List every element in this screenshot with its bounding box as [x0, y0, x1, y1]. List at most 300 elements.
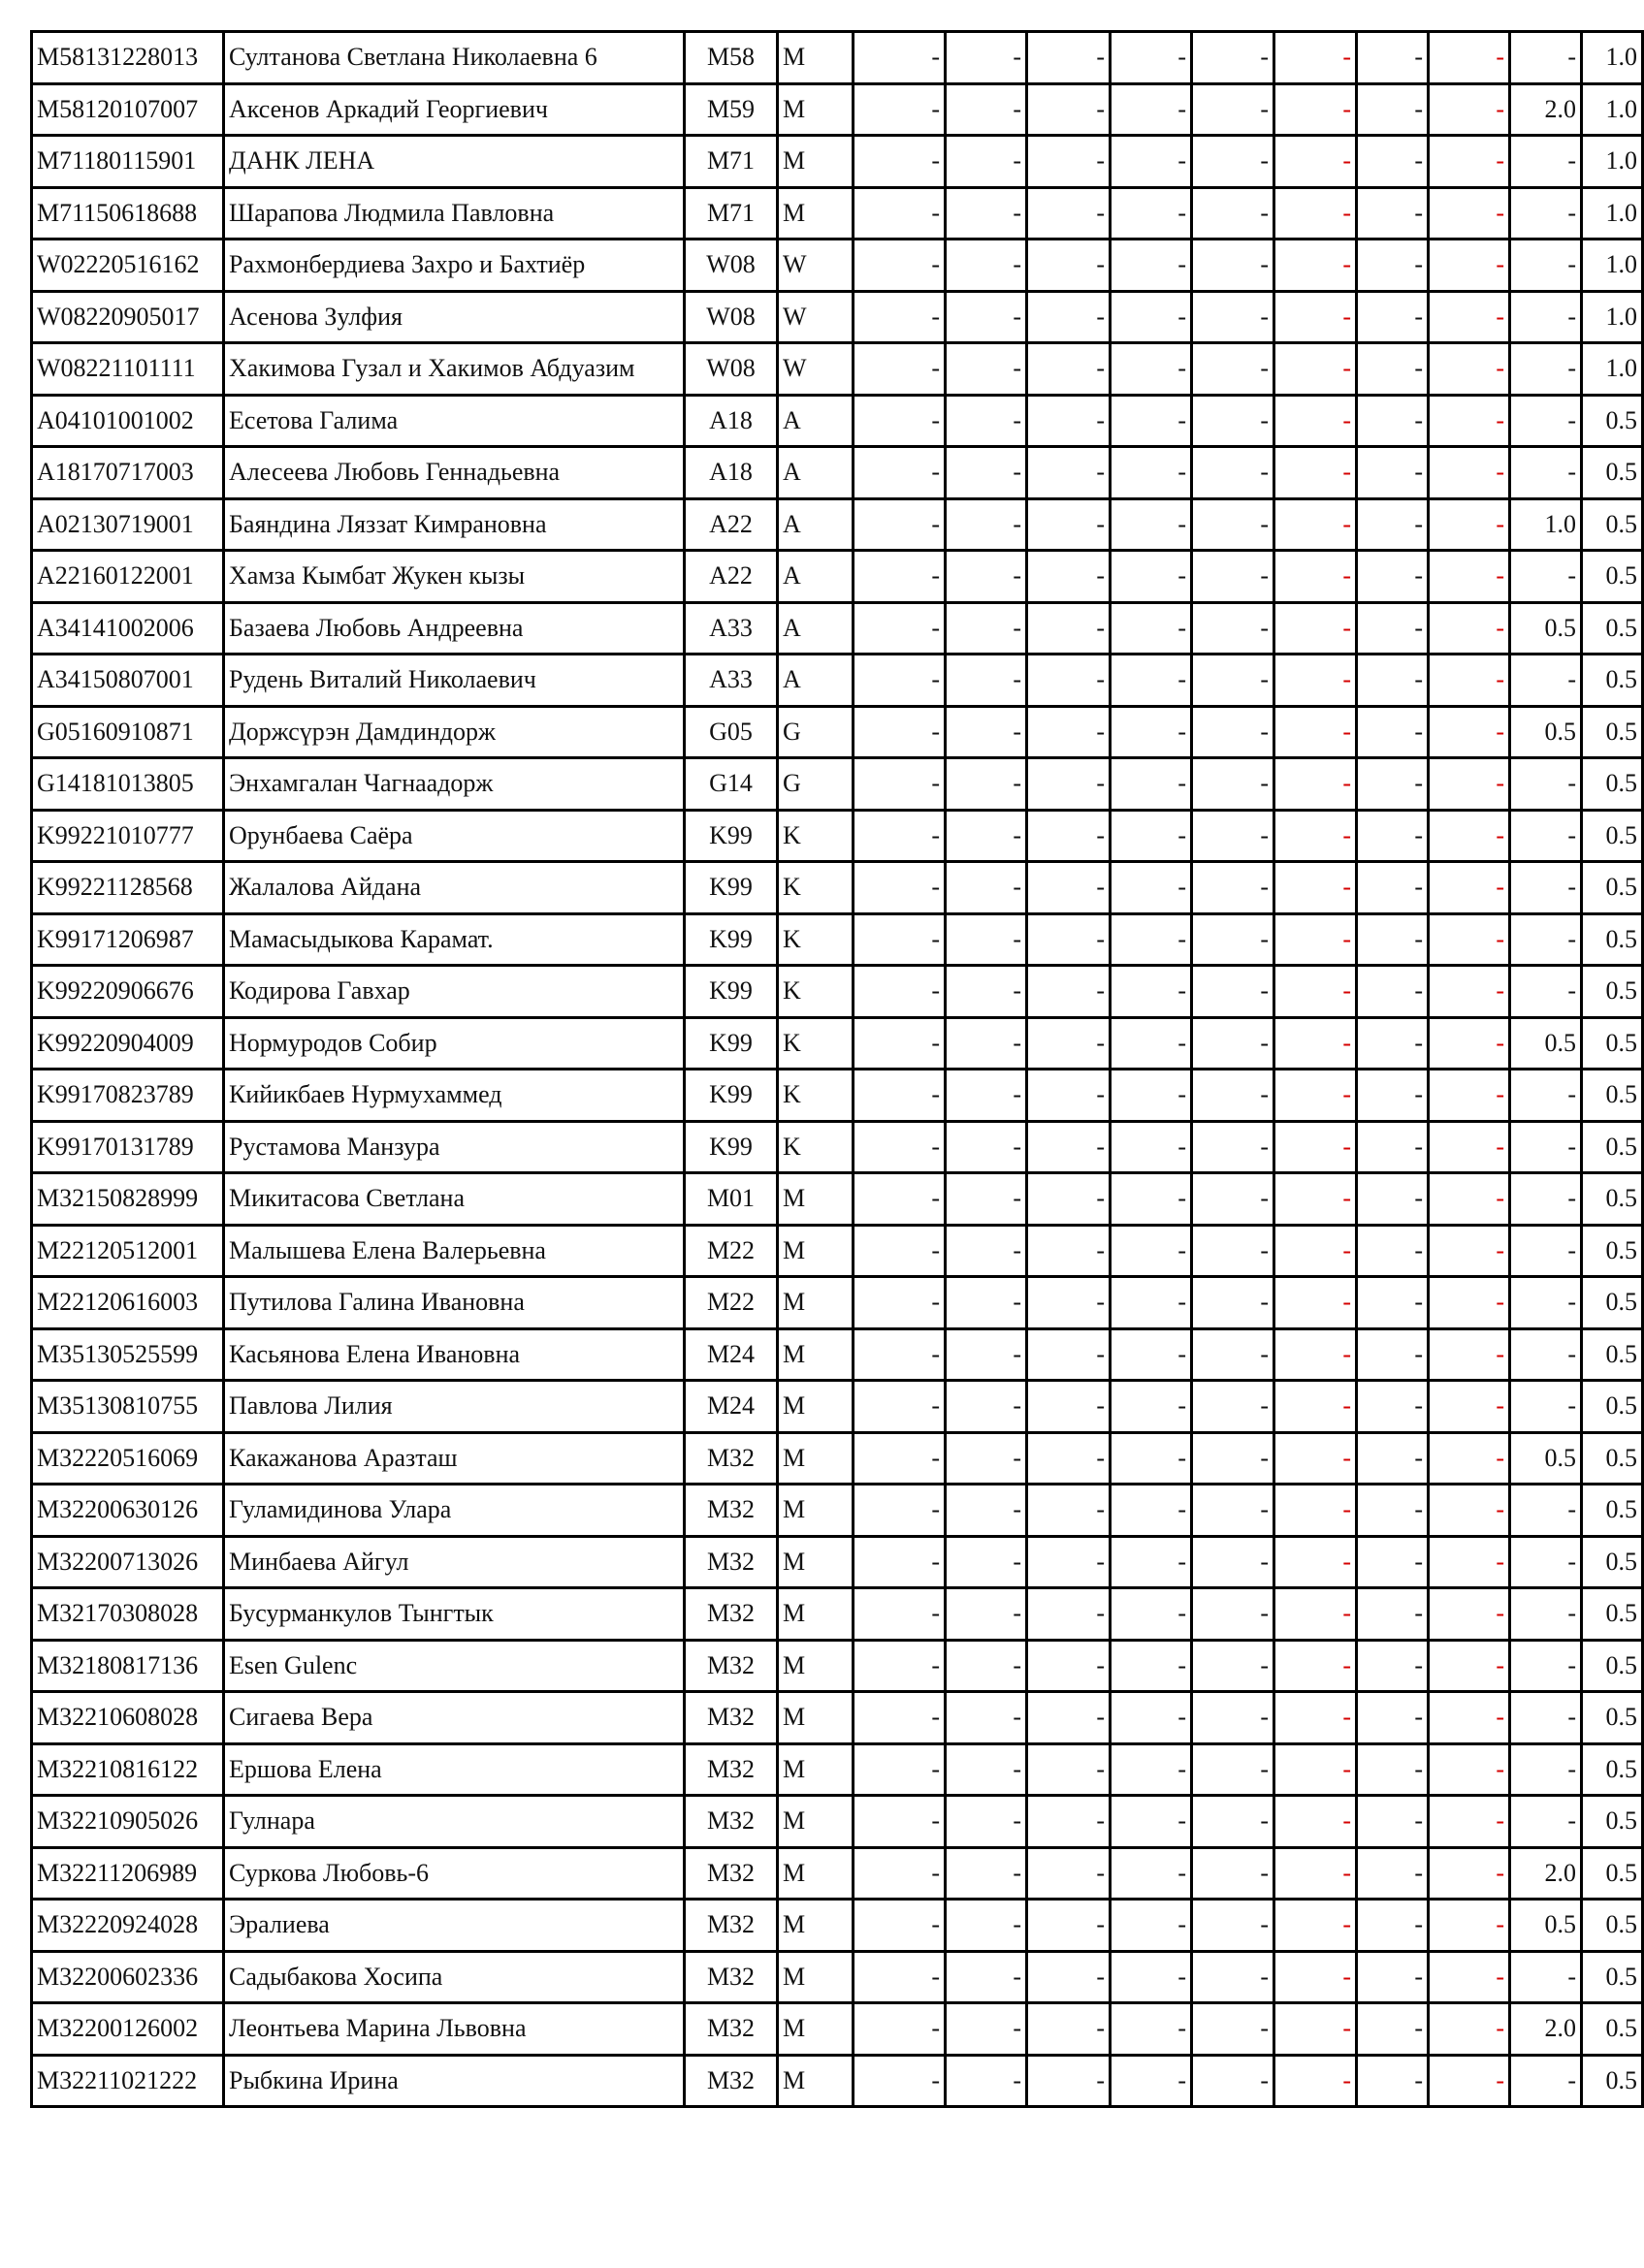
- club-code-cell: M32: [685, 2055, 778, 2107]
- group-cell: M: [778, 136, 854, 188]
- value1-cell: -: [1510, 1225, 1582, 1277]
- dash-cell: -: [1357, 706, 1429, 758]
- dash-cell: -: [1429, 862, 1510, 914]
- dash-cell: -: [1274, 1588, 1357, 1641]
- member-id-cell: K99221010777: [32, 810, 224, 862]
- member-id-cell: K99171206987: [32, 913, 224, 966]
- dash-cell: -: [1192, 1743, 1274, 1796]
- dash-cell: -: [1274, 758, 1357, 811]
- dash-cell: -: [1429, 1070, 1510, 1122]
- dash-cell: -: [1274, 32, 1357, 84]
- dash-cell: -: [946, 1070, 1027, 1122]
- member-name-cell: Касьянова Елена Ивановна: [224, 1328, 685, 1381]
- dash-cell: -: [854, 1743, 946, 1796]
- dash-cell: -: [1192, 810, 1274, 862]
- dash-cell: -: [854, 1121, 946, 1173]
- member-name-cell: Хамза Кымбат Жукен кызы: [224, 551, 685, 603]
- member-id-cell: M35130525599: [32, 1328, 224, 1381]
- dash-cell: -: [854, 1588, 946, 1641]
- value2-cell: 0.5: [1582, 1121, 1643, 1173]
- dash-cell: -: [1192, 1381, 1274, 1433]
- member-name-cell: Доржсүрэн Дамдиндорж: [224, 706, 685, 758]
- dash-cell: -: [854, 1070, 946, 1122]
- member-name-cell: Рахмонбердиева Захро и Бахтиёр: [224, 240, 685, 292]
- club-code-cell: M22: [685, 1277, 778, 1329]
- table-row: [32, 343, 1643, 396]
- value1-cell: -: [1510, 551, 1582, 603]
- dash-cell: -: [1192, 1017, 1274, 1070]
- dash-cell: -: [946, 1640, 1027, 1692]
- dash-cell: -: [854, 1796, 946, 1848]
- dash-cell: -: [1274, 1796, 1357, 1848]
- value2-cell: 0.5: [1582, 1225, 1643, 1277]
- dash-cell: -: [1192, 2055, 1274, 2107]
- dash-cell: -: [1111, 1381, 1192, 1433]
- dash-cell: -: [1111, 1796, 1192, 1848]
- value2-cell: 0.5: [1582, 758, 1643, 811]
- group-cell: M: [778, 1796, 854, 1848]
- dash-cell: -: [1111, 32, 1192, 84]
- table-row: [32, 1432, 1643, 1485]
- dash-cell: -: [1192, 862, 1274, 914]
- member-name-cell: Кодирова Гавхар: [224, 966, 685, 1018]
- dash-cell: -: [1429, 1588, 1510, 1641]
- member-id-cell: M32200713026: [32, 1536, 224, 1588]
- dash-cell: -: [946, 498, 1027, 551]
- group-cell: M: [778, 1536, 854, 1588]
- member-name-cell: Какажанова Аразташ: [224, 1432, 685, 1485]
- dash-cell: -: [946, 1951, 1027, 2003]
- dash-cell: -: [1111, 1640, 1192, 1692]
- dash-cell: -: [854, 1328, 946, 1381]
- member-name-cell: Нормуродов Собир: [224, 1017, 685, 1070]
- member-id-cell: M58120107007: [32, 83, 224, 136]
- member-name-cell: Алесеева Любовь Геннадьевна: [224, 447, 685, 499]
- dash-cell: -: [946, 447, 1027, 499]
- dash-cell: -: [1111, 83, 1192, 136]
- dash-cell: -: [1111, 551, 1192, 603]
- dash-cell: -: [1429, 1900, 1510, 1952]
- group-cell: M: [778, 1743, 854, 1796]
- dash-cell: -: [946, 187, 1027, 240]
- dash-cell: -: [1192, 1070, 1274, 1122]
- dash-cell: -: [1111, 2003, 1192, 2056]
- dash-cell: -: [946, 395, 1027, 447]
- member-id-cell: M32220924028: [32, 1900, 224, 1952]
- dash-cell: -: [1357, 602, 1429, 655]
- dash-cell: -: [854, 83, 946, 136]
- table-row: [32, 913, 1643, 966]
- dash-cell: -: [1357, 1743, 1429, 1796]
- table-row: [32, 1536, 1643, 1588]
- table-row: [32, 240, 1643, 292]
- group-cell: M: [778, 1588, 854, 1641]
- dash-cell: -: [1192, 32, 1274, 84]
- member-name-cell: Путилова Галина Ивановна: [224, 1277, 685, 1329]
- dash-cell: -: [946, 2003, 1027, 2056]
- table-row: [32, 810, 1643, 862]
- table-row: [32, 1277, 1643, 1329]
- club-code-cell: K99: [685, 810, 778, 862]
- dash-cell: -: [1357, 187, 1429, 240]
- dash-cell: -: [1357, 862, 1429, 914]
- dash-cell: -: [1192, 706, 1274, 758]
- table-row: [32, 862, 1643, 914]
- dash-cell: -: [1027, 187, 1111, 240]
- value2-cell: 1.0: [1582, 83, 1643, 136]
- dash-cell: -: [1027, 758, 1111, 811]
- value1-cell: 2.0: [1510, 1847, 1582, 1900]
- dash-cell: -: [1357, 1017, 1429, 1070]
- dash-cell: -: [1111, 1847, 1192, 1900]
- dash-cell: -: [1357, 1328, 1429, 1381]
- dash-cell: -: [1357, 1381, 1429, 1433]
- dash-cell: -: [1027, 1070, 1111, 1122]
- dash-cell: -: [1429, 551, 1510, 603]
- dash-cell: -: [1357, 810, 1429, 862]
- table-row: [32, 1951, 1643, 2003]
- member-name-cell: Шарапова Людмила Павловна: [224, 187, 685, 240]
- dash-cell: -: [946, 706, 1027, 758]
- member-name-cell: Ершова Елена: [224, 1743, 685, 1796]
- dash-cell: -: [946, 1328, 1027, 1381]
- member-id-cell: M32210905026: [32, 1796, 224, 1848]
- dash-cell: -: [1274, 1743, 1357, 1796]
- dash-cell: -: [854, 240, 946, 292]
- dash-cell: -: [1429, 343, 1510, 396]
- member-id-cell: K99220904009: [32, 1017, 224, 1070]
- dash-cell: -: [1027, 1692, 1111, 1744]
- dash-cell: -: [1111, 913, 1192, 966]
- dash-cell: -: [1274, 291, 1357, 343]
- group-cell: G: [778, 758, 854, 811]
- value2-cell: 0.5: [1582, 2055, 1643, 2107]
- dash-cell: -: [1357, 1796, 1429, 1848]
- dash-cell: -: [946, 1900, 1027, 1952]
- member-name-cell: Леонтьева Марина Львовна: [224, 2003, 685, 2056]
- table-row: [32, 291, 1643, 343]
- group-cell: K: [778, 1121, 854, 1173]
- value2-cell: 0.5: [1582, 602, 1643, 655]
- value1-cell: -: [1510, 240, 1582, 292]
- dash-cell: -: [1192, 1121, 1274, 1173]
- dash-cell: -: [1357, 1173, 1429, 1226]
- group-cell: K: [778, 913, 854, 966]
- dash-cell: -: [1274, 1173, 1357, 1226]
- club-code-cell: K99: [685, 862, 778, 914]
- dash-cell: -: [854, 1017, 946, 1070]
- dash-cell: -: [1274, 862, 1357, 914]
- dash-cell: -: [1274, 1485, 1357, 1537]
- dash-cell: -: [1429, 2003, 1510, 2056]
- dash-cell: -: [1111, 706, 1192, 758]
- group-cell: W: [778, 343, 854, 396]
- dash-cell: -: [946, 810, 1027, 862]
- dash-cell: -: [1429, 1485, 1510, 1537]
- value2-cell: 0.5: [1582, 1432, 1643, 1485]
- value1-cell: -: [1510, 1485, 1582, 1537]
- dash-cell: -: [1027, 32, 1111, 84]
- club-code-cell: M32: [685, 1743, 778, 1796]
- dash-cell: -: [1429, 1536, 1510, 1588]
- value2-cell: 0.5: [1582, 913, 1643, 966]
- value1-cell: -: [1510, 1640, 1582, 1692]
- value1-cell: -: [1510, 913, 1582, 966]
- group-cell: A: [778, 395, 854, 447]
- club-code-cell: K99: [685, 913, 778, 966]
- value2-cell: 0.5: [1582, 1692, 1643, 1744]
- dash-cell: -: [1192, 447, 1274, 499]
- dash-cell: -: [1357, 1485, 1429, 1537]
- club-code-cell: M32: [685, 1900, 778, 1952]
- dash-cell: -: [1027, 447, 1111, 499]
- member-id-cell: M32180817136: [32, 1640, 224, 1692]
- value1-cell: -: [1510, 1328, 1582, 1381]
- dash-cell: -: [1357, 498, 1429, 551]
- dash-cell: -: [1274, 1692, 1357, 1744]
- dash-cell: -: [1192, 136, 1274, 188]
- member-name-cell: Микитасова Светлана: [224, 1173, 685, 1226]
- dash-cell: -: [1111, 1900, 1192, 1952]
- dash-cell: -: [946, 240, 1027, 292]
- value2-cell: 0.5: [1582, 1328, 1643, 1381]
- table-row: [32, 1225, 1643, 1277]
- dash-cell: -: [854, 1173, 946, 1226]
- member-id-cell: M32220516069: [32, 1432, 224, 1485]
- dash-cell: -: [854, 810, 946, 862]
- club-code-cell: M32: [685, 1485, 778, 1537]
- table-row: [32, 136, 1643, 188]
- member-id-cell: M32200602336: [32, 1951, 224, 2003]
- club-code-cell: M32: [685, 1951, 778, 2003]
- member-name-cell: Орунбаева Саёра: [224, 810, 685, 862]
- dash-cell: -: [1192, 1432, 1274, 1485]
- dash-cell: -: [1429, 498, 1510, 551]
- club-code-cell: M32: [685, 1588, 778, 1641]
- value2-cell: 1.0: [1582, 187, 1643, 240]
- dash-cell: -: [1027, 1432, 1111, 1485]
- club-code-cell: A22: [685, 498, 778, 551]
- value1-cell: -: [1510, 758, 1582, 811]
- table-row: [32, 1485, 1643, 1537]
- dash-cell: -: [1357, 1070, 1429, 1122]
- member-name-cell: Хакимова Гузал и Хакимов Абдуазим: [224, 343, 685, 396]
- dash-cell: -: [1357, 1951, 1429, 2003]
- dash-cell: -: [1274, 343, 1357, 396]
- table-row: [32, 83, 1643, 136]
- dash-cell: -: [1111, 810, 1192, 862]
- member-id-cell: A04101001002: [32, 395, 224, 447]
- value1-cell: -: [1510, 2055, 1582, 2107]
- dash-cell: -: [1429, 291, 1510, 343]
- dash-cell: -: [1192, 187, 1274, 240]
- dash-cell: -: [1274, 1432, 1357, 1485]
- member-name-cell: Павлова Лилия: [224, 1381, 685, 1433]
- dash-cell: -: [1192, 1277, 1274, 1329]
- club-code-cell: K99: [685, 1121, 778, 1173]
- dash-cell: -: [1111, 2055, 1192, 2107]
- dash-cell: -: [1111, 498, 1192, 551]
- dash-cell: -: [854, 1225, 946, 1277]
- value1-cell: -: [1510, 1536, 1582, 1588]
- dash-cell: -: [1192, 498, 1274, 551]
- member-id-cell: K99170131789: [32, 1121, 224, 1173]
- member-name-cell: Энхамгалан Чагнаадорж: [224, 758, 685, 811]
- member-id-cell: K99170823789: [32, 1070, 224, 1122]
- dash-cell: -: [1111, 1173, 1192, 1226]
- dash-cell: -: [1192, 2003, 1274, 2056]
- table-row: [32, 1017, 1643, 1070]
- club-code-cell: W08: [685, 240, 778, 292]
- dash-cell: -: [1357, 1121, 1429, 1173]
- table-row: [32, 655, 1643, 707]
- value1-cell: 0.5: [1510, 1900, 1582, 1952]
- dash-cell: -: [1429, 1640, 1510, 1692]
- member-id-cell: M32211206989: [32, 1847, 224, 1900]
- club-code-cell: M24: [685, 1328, 778, 1381]
- value1-cell: 0.5: [1510, 602, 1582, 655]
- member-id-cell: G05160910871: [32, 706, 224, 758]
- member-name-cell: Рустамова Манзура: [224, 1121, 685, 1173]
- group-cell: M: [778, 1951, 854, 2003]
- dash-cell: -: [1111, 447, 1192, 499]
- group-cell: K: [778, 810, 854, 862]
- dash-cell: -: [854, 395, 946, 447]
- dash-cell: -: [1111, 758, 1192, 811]
- member-name-cell: Жалалова Айдана: [224, 862, 685, 914]
- value2-cell: 0.5: [1582, 1536, 1643, 1588]
- value2-cell: 0.5: [1582, 1847, 1643, 1900]
- dash-cell: -: [1111, 291, 1192, 343]
- group-cell: M: [778, 2055, 854, 2107]
- member-id-cell: M32170308028: [32, 1588, 224, 1641]
- dash-cell: -: [1027, 1225, 1111, 1277]
- group-cell: W: [778, 240, 854, 292]
- club-code-cell: M32: [685, 1640, 778, 1692]
- dash-cell: -: [1027, 810, 1111, 862]
- dash-cell: -: [1274, 1847, 1357, 1900]
- club-code-cell: M59: [685, 83, 778, 136]
- member-id-cell: M32211021222: [32, 2055, 224, 2107]
- member-id-cell: M71150618688: [32, 187, 224, 240]
- dash-cell: -: [854, 447, 946, 499]
- dash-cell: -: [946, 758, 1027, 811]
- dash-cell: -: [946, 83, 1027, 136]
- dash-cell: -: [1027, 1536, 1111, 1588]
- dash-cell: -: [1429, 758, 1510, 811]
- club-code-cell: A18: [685, 447, 778, 499]
- member-name-cell: Сигаева Вера: [224, 1692, 685, 1744]
- group-cell: M: [778, 1900, 854, 1952]
- member-id-cell: M32210608028: [32, 1692, 224, 1744]
- value2-cell: 0.5: [1582, 1277, 1643, 1329]
- dash-cell: -: [1274, 655, 1357, 707]
- dash-cell: -: [1357, 1847, 1429, 1900]
- value1-cell: -: [1510, 291, 1582, 343]
- club-code-cell: A33: [685, 602, 778, 655]
- dash-cell: -: [854, 498, 946, 551]
- dash-cell: -: [1429, 1743, 1510, 1796]
- dash-cell: -: [1111, 966, 1192, 1018]
- dash-cell: -: [854, 2003, 946, 2056]
- dash-cell: -: [854, 1951, 946, 2003]
- value1-cell: 2.0: [1510, 83, 1582, 136]
- dash-cell: -: [1027, 1017, 1111, 1070]
- dash-cell: -: [854, 1485, 946, 1537]
- value1-cell: -: [1510, 187, 1582, 240]
- dash-cell: -: [1429, 1796, 1510, 1848]
- dash-cell: -: [1027, 862, 1111, 914]
- group-cell: A: [778, 655, 854, 707]
- value1-cell: -: [1510, 1381, 1582, 1433]
- dash-cell: -: [1192, 343, 1274, 396]
- value1-cell: -: [1510, 447, 1582, 499]
- member-name-cell: Гуламидинова Улара: [224, 1485, 685, 1537]
- table-row: [32, 32, 1643, 84]
- value1-cell: -: [1510, 1951, 1582, 2003]
- dash-cell: -: [1274, 498, 1357, 551]
- group-cell: M: [778, 1485, 854, 1537]
- table-row: [32, 1121, 1643, 1173]
- member-id-cell: A18170717003: [32, 447, 224, 499]
- group-cell: M: [778, 2003, 854, 2056]
- dash-cell: -: [1111, 395, 1192, 447]
- dash-cell: -: [1429, 136, 1510, 188]
- value1-cell: -: [1510, 1743, 1582, 1796]
- table-row: [32, 758, 1643, 811]
- dash-cell: -: [1274, 551, 1357, 603]
- dash-cell: -: [1027, 291, 1111, 343]
- member-name-cell: Гулнара: [224, 1796, 685, 1848]
- club-code-cell: M01: [685, 1173, 778, 1226]
- club-code-cell: M71: [685, 136, 778, 188]
- dash-cell: -: [1111, 1432, 1192, 1485]
- dash-cell: -: [1027, 1951, 1111, 2003]
- value1-cell: -: [1510, 1173, 1582, 1226]
- table-row: [32, 551, 1643, 603]
- dash-cell: -: [1192, 966, 1274, 1018]
- member-name-cell: Эралиева: [224, 1900, 685, 1952]
- dash-cell: -: [1357, 655, 1429, 707]
- dash-cell: -: [946, 343, 1027, 396]
- group-cell: A: [778, 498, 854, 551]
- dash-cell: -: [1429, 1173, 1510, 1226]
- dash-cell: -: [1429, 187, 1510, 240]
- table-row: [32, 447, 1643, 499]
- value1-cell: -: [1510, 1070, 1582, 1122]
- dash-cell: -: [1357, 1225, 1429, 1277]
- dash-cell: -: [1429, 1951, 1510, 2003]
- dash-cell: -: [1111, 655, 1192, 707]
- dash-cell: -: [946, 1485, 1027, 1537]
- dash-cell: -: [1274, 1225, 1357, 1277]
- dash-cell: -: [1274, 240, 1357, 292]
- club-code-cell: W08: [685, 291, 778, 343]
- member-id-cell: M35130810755: [32, 1381, 224, 1433]
- group-cell: A: [778, 447, 854, 499]
- dash-cell: -: [1429, 1692, 1510, 1744]
- group-cell: M: [778, 1173, 854, 1226]
- club-code-cell: W08: [685, 343, 778, 396]
- table-row: [32, 1328, 1643, 1381]
- dash-cell: -: [1192, 1485, 1274, 1537]
- dash-cell: -: [1027, 1900, 1111, 1952]
- dash-cell: -: [1429, 1121, 1510, 1173]
- group-cell: K: [778, 862, 854, 914]
- table-row: [32, 1743, 1643, 1796]
- dash-cell: -: [1429, 913, 1510, 966]
- dash-cell: -: [1027, 602, 1111, 655]
